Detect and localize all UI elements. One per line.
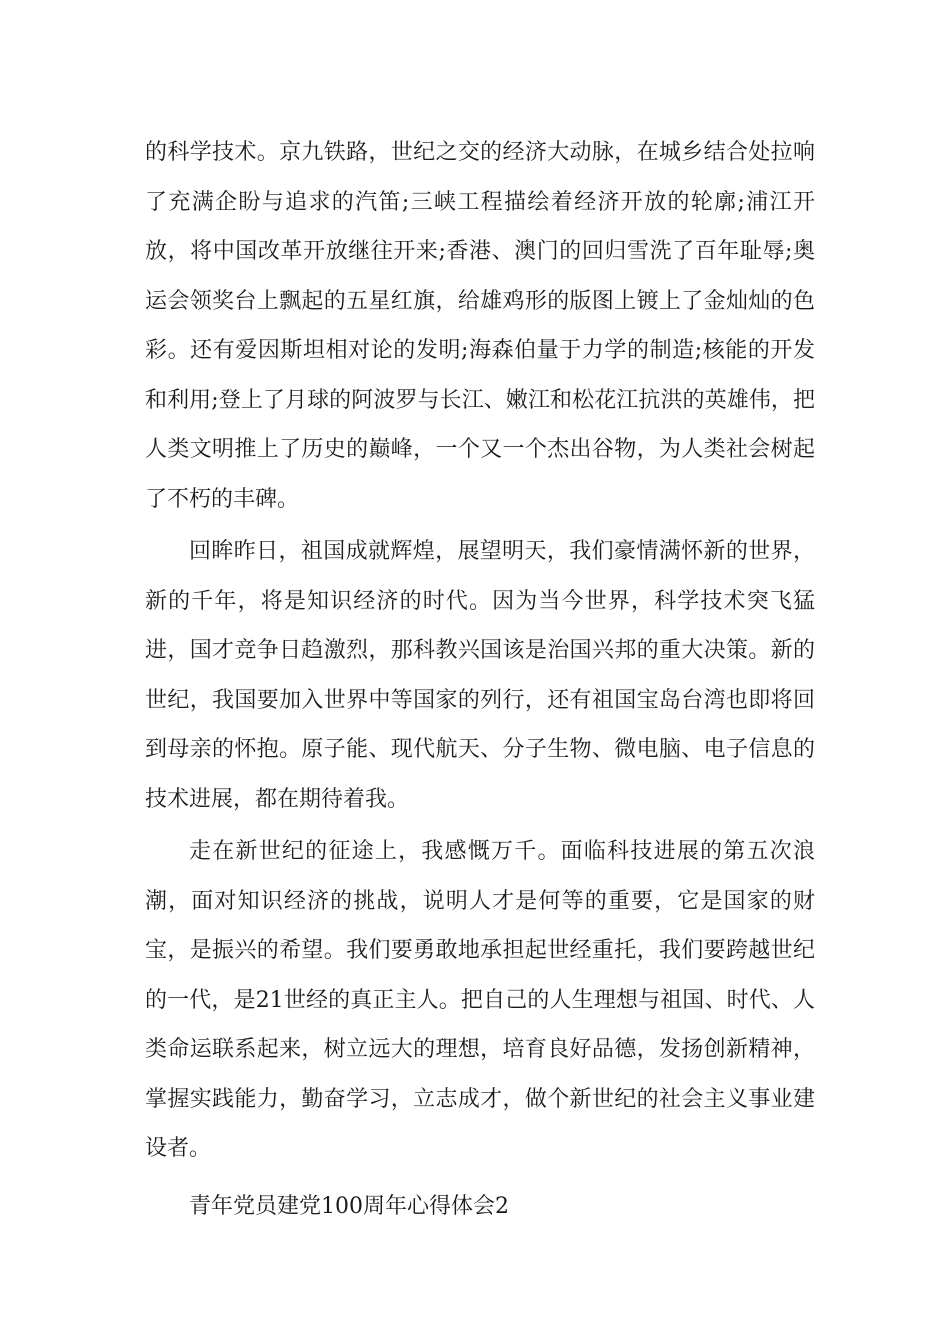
paragraph-new-century: 走在新世纪的征途上，我感慨万千。面临科技进展的第五次浪潮，面对知识经济的挑战，说明人才是何等的重要，它是国家的财宝，是振兴的希望。我们要勇敢地承担起世经重托，我们要跨越世纪的一代，是21世经的真正主人。把自己的人生理想与祖国、时代、人类命运联系起来，树立远大的理想，培育良好品德，发扬创新精神，掌握实践能力，勤奋学习，立志成才，做个新世纪的社会主义事业建设者。	[145, 839, 815, 1161]
section-heading: 青年党员建党100周年心得体会2	[189, 1193, 509, 1219]
paragraph-continuation: 的科学技术。京九铁路，世纪之交的经济大动脉，在城乡结合处拉响了充满企盼与追求的汽笛;三峡工程描绘着经济开放的轮廓;浦江开放，将中国改革开放继往开来;香港、澳门的回归雪洗了百年耻辱;奥运会领奖台上飘起的五星红旗，给雄鸡形的版图上镀上了金灿灿的色彩。还有爱因斯坦相对论的发明;海森伯量于力学的制造;核能的开发和利用;登上了月球的阿波罗与长江、嫩江和松花江抗洪的英雄伟，把人类文明推上了历史的巅峰，一个又一个杰出谷物，为人类社会树起了不朽的丰碑。	[145, 140, 815, 512]
paragraph-retrospect: 回眸昨日，祖国成就辉煌，展望明天，我们豪情满怀新的世界，新的千年，将是知识经济的时代。因为当今世界，科学技术突飞猛进，国才竞争日趋激烈，那科教兴国该是治国兴邦的重大决策。新的世纪，我国要加入世界中等国家的列行，还有祖国宝岛台湾也即将回到母亲的怀抱。原子能、现代航天、分子生物、微电脑、电子信息的技术进展，都在期待着我。	[145, 539, 815, 812]
document-body	[145, 128, 815, 1234]
